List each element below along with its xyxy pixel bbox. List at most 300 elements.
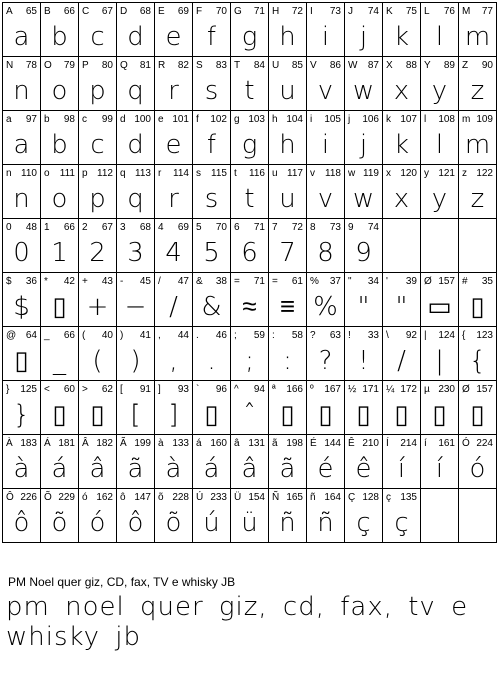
cell-char: R [158,60,166,71]
cell-label [386,330,417,341]
glyph-cell [421,435,459,489]
cell-glyph: ! [358,345,369,376]
cell-char: k [386,114,391,125]
cell-char: D [120,6,128,17]
cell-char: + [82,276,88,287]
cell-label [234,60,265,71]
glyph-cell [345,489,383,543]
cell-code: 69 [177,222,189,233]
cell-code: 181 [58,438,75,449]
cell-code: 182 [96,438,113,449]
cell-glyph: _ [53,345,66,376]
glyph-cell [3,219,41,273]
cell-label [462,276,493,287]
cell-glyph: : [283,345,292,376]
cell-glyph: v [317,183,334,214]
cell-code: 58 [291,330,303,341]
cell-char: ¼ [386,384,395,395]
cell-glyph: j [359,21,368,52]
cell-code: 104 [286,114,303,125]
cell-glyph: ▯ [470,399,485,430]
cell-glyph: } [13,399,30,430]
glyph-row [3,273,497,327]
cell-glyph: ü [241,507,258,538]
glyph-cell [421,165,459,219]
glyph-cell [459,381,497,435]
glyph-cell [41,165,79,219]
cell-code: 224 [476,438,493,449]
cell-label [272,168,303,179]
cell-glyph: q [127,183,144,214]
cell-code: 228 [172,492,189,503]
cell-code: 100 [134,114,151,125]
cell-char: Z [462,60,469,71]
cell-glyph: i [321,129,330,160]
cell-glyph: v [317,75,334,106]
cell-char: ! [348,330,351,341]
cell-glyph: | [435,345,444,376]
cell-label [272,438,303,449]
glyph-cell [421,57,459,111]
cell-char: - [120,276,124,287]
cell-char: L [424,6,430,17]
cell-label [424,114,455,125]
glyph-cell [117,435,155,489]
sample-caption: PM Noel quer giz, CD, fax, TV e whisky JB [8,575,236,589]
cell-char: I [310,6,313,17]
cell-glyph: 4 [165,237,182,268]
glyph-cell [3,273,41,327]
cell-code: 37 [329,276,341,287]
glyph-cell [345,435,383,489]
cell-code: 84 [253,60,265,71]
cell-code: 68 [139,6,151,17]
glyph-cell [193,3,231,57]
cell-glyph: à [165,453,182,484]
cell-char: # [462,276,468,287]
cell-label [44,330,75,341]
cell-glyph: & [201,291,222,322]
glyph-cell [307,3,345,57]
cell-label [234,492,265,503]
empty-cell [383,219,421,273]
glyph-cell [383,111,421,165]
cell-label [158,6,189,17]
cell-char: 5 [196,222,202,233]
glyph-cell [307,327,345,381]
glyph-cell [193,111,231,165]
glyph-cell [117,111,155,165]
glyph-cell [41,273,79,327]
cell-label [310,330,341,341]
cell-char: Ñ [272,492,280,503]
cell-label [6,114,37,125]
cell-char: c [82,114,87,125]
glyph-cell [3,165,41,219]
cell-char: ( [82,330,86,341]
cell-code: 226 [20,492,37,503]
cell-char: N [6,60,14,71]
cell-glyph: b [51,21,68,52]
cell-glyph: d [127,21,144,52]
glyph-cell [117,327,155,381]
cell-char: _ [44,330,50,341]
glyph-cell [3,3,41,57]
cell-label [348,114,379,125]
cell-label [44,6,75,17]
cell-glyph: e [165,21,182,52]
glyph-cell [307,165,345,219]
glyph-cell [421,327,459,381]
cell-char: í [424,438,427,449]
cell-code: 106 [362,114,379,125]
cell-glyph: 7 [279,237,296,268]
glyph-cell [3,111,41,165]
cell-char: Q [120,60,128,71]
cell-glyph: [ [130,399,141,430]
cell-label [424,384,455,395]
cell-label [310,276,341,287]
cell-char: Ø [424,276,432,287]
cell-char: : [272,330,275,341]
cell-label [6,222,37,233]
cell-char: B [44,6,51,17]
glyph-cell [3,57,41,111]
cell-glyph: ; [245,345,254,376]
cell-char: µ [424,384,430,395]
cell-char: Ú [196,492,204,503]
cell-code: 38 [215,276,227,287]
cell-glyph: ] [168,399,179,430]
glyph-cell [269,327,307,381]
cell-code: 76 [443,6,455,17]
cell-code: 74 [367,6,379,17]
cell-code: 183 [20,438,37,449]
cell-char: . [196,330,199,341]
cell-glyph: ▯ [52,399,67,430]
cell-code: 45 [139,276,151,287]
cell-code: 199 [134,438,151,449]
glyph-cell [155,165,193,219]
glyph-row [3,111,497,165]
glyph-cell [307,273,345,327]
cell-glyph: m [464,21,491,52]
cell-code: 157 [476,384,493,395]
cell-glyph: m [464,129,491,160]
cell-char: s [196,168,201,179]
cell-code: 162 [96,492,113,503]
cell-code: 77 [481,6,493,17]
cell-char: G [234,6,242,17]
glyph-cell [193,489,231,543]
cell-code: 73 [329,6,341,17]
glyph-cell [155,111,193,165]
cell-char: g [234,114,240,125]
cell-glyph: s [204,75,219,106]
cell-label [120,384,151,395]
cell-char: m [462,114,471,125]
cell-char: â [234,438,240,449]
cell-code: 86 [329,60,341,71]
glyph-cell [79,435,117,489]
cell-char: á [196,438,202,449]
cell-char: v [310,168,315,179]
cell-glyph: t [244,183,255,214]
cell-char: j [348,114,351,125]
cell-label [44,114,75,125]
cell-char: [ [120,384,123,395]
cell-label [272,492,303,503]
cell-char: A [6,6,13,17]
cell-char: Ó [462,438,470,449]
cell-glyph: ú [203,507,220,538]
cell-char: 7 [272,222,278,233]
cell-code: 46 [215,330,227,341]
cell-code: 68 [139,222,151,233]
cell-label [348,384,379,395]
cell-char: ^ [234,384,239,395]
cell-char: O [44,60,52,71]
glyph-cell [307,435,345,489]
cell-label [272,60,303,71]
cell-label [234,330,265,341]
glyph-cell [41,327,79,381]
empty-cell [421,489,459,543]
cell-label [82,60,113,71]
cell-label [424,276,455,287]
cell-glyph: â [241,453,258,484]
cell-label [6,276,37,287]
cell-label [196,222,227,233]
glyph-cell [3,435,41,489]
cell-label [82,276,113,287]
glyph-row [3,435,497,489]
cell-label [158,492,189,503]
cell-char: Ê [348,438,355,449]
cell-char: > [82,384,88,395]
cell-glyph: ▯ [356,399,371,430]
cell-label [82,438,113,449]
cell-char: ª [272,384,276,395]
cell-label [6,384,37,395]
cell-code: 33 [367,330,379,341]
cell-glyph: + [86,291,109,322]
glyph-cell [459,327,497,381]
cell-char: y [424,168,429,179]
glyph-cell [231,273,269,327]
cell-label [6,168,37,179]
glyph-cell [459,435,497,489]
cell-char: h [272,114,278,125]
cell-glyph: í [435,453,444,484]
glyph-cell [345,381,383,435]
cell-label [348,330,379,341]
cell-code: 161 [438,438,455,449]
cell-code: 60 [63,384,75,395]
cell-char: ; [234,330,237,341]
cell-label [462,114,493,125]
cell-code: 97 [25,114,37,125]
cell-glyph: y [431,183,448,214]
cell-glyph: ? [318,345,333,376]
glyph-cell [155,57,193,111]
cell-code: 107 [400,114,417,125]
cell-char: ' [386,276,388,287]
cell-label [82,168,113,179]
cell-code: 80 [101,60,113,71]
cell-char: ã [272,438,278,449]
cell-glyph: ▯ [52,291,67,322]
glyph-cell [269,381,307,435]
cell-code: 67 [101,222,113,233]
cell-glyph: ç [394,507,409,538]
cell-label [196,114,227,125]
cell-char: à [158,438,164,449]
cell-glyph: í [397,453,406,484]
glyph-cell [117,219,155,273]
cell-label [310,60,341,71]
glyph-cell [79,219,117,273]
cell-glyph: ▯ [470,291,485,322]
cell-char: V [310,60,317,71]
cell-char: z [462,168,467,179]
cell-code: 122 [476,168,493,179]
cell-code: 113 [135,168,151,179]
cell-code: 87 [367,60,379,71]
glyph-cell [383,165,421,219]
glyph-cell [345,327,383,381]
cell-label [44,276,75,287]
cell-glyph: d [127,129,144,160]
cell-label [462,168,493,179]
glyph-cell [155,3,193,57]
cell-char: W [348,60,358,71]
cell-code: 71 [253,276,265,287]
cell-glyph: e [165,129,182,160]
glyph-cell [3,327,41,381]
glyph-cell [383,3,421,57]
cell-code: 99 [101,114,113,125]
cell-code: 40 [101,330,113,341]
cell-char: { [462,330,466,341]
glyph-cell [231,219,269,273]
cell-code: 69 [177,6,189,17]
cell-label [196,6,227,17]
cell-glyph: 6 [241,237,258,268]
cell-label [6,6,37,17]
cell-label [310,6,341,17]
cell-code: 172 [400,384,417,395]
glyph-cell [117,381,155,435]
cell-char: õ [158,492,164,503]
cell-code: 166 [286,384,303,395]
cell-label [234,6,265,17]
cell-label [348,60,379,71]
cell-glyph: p [89,75,106,106]
cell-code: 131 [248,438,265,449]
glyph-cell [155,327,193,381]
cell-code: 67 [101,6,113,17]
cell-char: p [82,168,88,179]
cell-label [348,438,379,449]
cell-glyph: ▯ [204,399,219,430]
cell-code: 119 [363,168,379,179]
cell-char: K [386,6,393,17]
cell-char: ½ [348,384,357,395]
sample-rendered-text: pm noel quer giz, cd, fax, tv e whisky jb [6,592,469,652]
cell-glyph: ≡ [279,291,296,322]
cell-glyph: { [469,345,486,376]
glyph-cell [3,489,41,543]
glyph-cell [459,111,497,165]
cell-code: 133 [172,438,189,449]
cell-label [424,60,455,71]
cell-label [386,384,417,395]
cell-glyph: " [357,291,370,322]
cell-glyph: j [359,129,368,160]
cell-char: / [158,276,161,287]
glyph-cell [79,111,117,165]
cell-label [6,492,37,503]
cell-code: 41 [139,330,151,341]
glyph-cell [231,381,269,435]
glyph-cell [421,381,459,435]
cell-char: Í [386,438,389,449]
cell-label [386,114,417,125]
cell-glyph: ó [89,507,106,538]
cell-label [158,438,189,449]
cell-glyph: f [206,129,217,160]
empty-cell [459,219,497,273]
cell-label [348,492,379,503]
cell-code: 65 [25,6,37,17]
glyph-cell [117,57,155,111]
cell-label [82,114,113,125]
cell-code: 164 [324,492,341,503]
cell-glyph: ã [127,453,144,484]
cell-glyph: ▯ [90,399,105,430]
cell-code: 123 [476,330,493,341]
cell-glyph: 9 [355,237,372,268]
cell-glyph: ▯ [394,399,409,430]
glyph-cell [3,381,41,435]
cell-label [348,222,379,233]
cell-char: Y [424,60,431,71]
cell-glyph: g [241,21,258,52]
cell-char: % [310,276,319,287]
cell-code: 116 [249,168,265,179]
cell-code: 157 [438,276,455,287]
cell-label [120,330,151,341]
glyph-cell [41,219,79,273]
cell-code: 63 [329,330,341,341]
cell-label [44,168,75,179]
cell-glyph: ▯ [280,399,295,430]
cell-glyph: á [203,453,220,484]
cell-label [196,492,227,503]
glyph-row [3,3,497,57]
cell-code: 75 [405,6,417,17]
cell-glyph: / [169,291,178,322]
cell-label [462,330,493,341]
cell-glyph: $ [13,291,30,322]
cell-label [348,168,379,179]
cell-glyph: ˆ [243,399,256,430]
cell-label [310,114,341,125]
glyph-cell [269,489,307,543]
cell-char: @ [6,330,17,341]
cell-label [6,438,37,449]
